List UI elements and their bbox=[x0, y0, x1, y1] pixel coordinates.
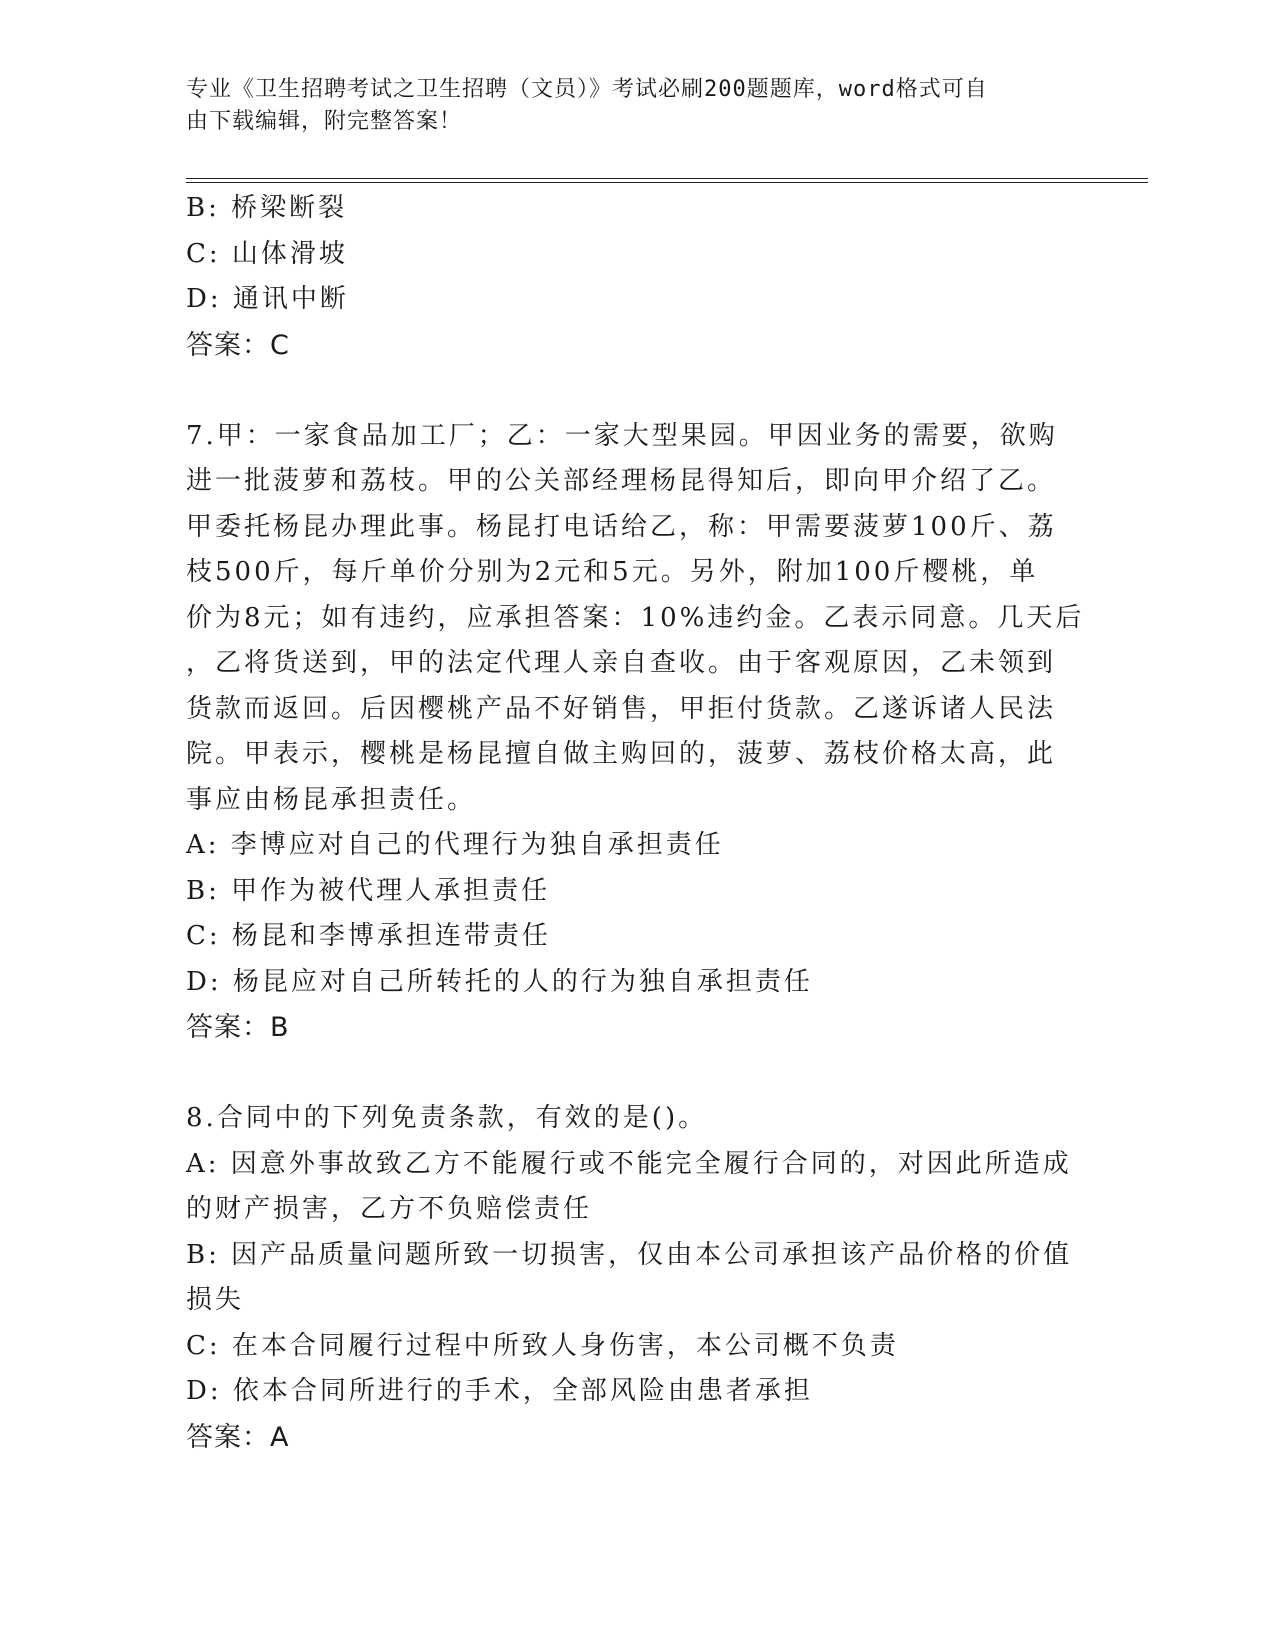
option-b: B: 甲作为被代理人承担责任 bbox=[186, 875, 551, 906]
option-a-continued: 的财产损害，乙方不负赔偿责任 bbox=[186, 1194, 593, 1224]
question-stem-line: 7.甲：一家食品加工厂；乙：一家大型果园。甲因业务的需要，欲购 bbox=[186, 420, 1058, 451]
document-body bbox=[186, 186, 1085, 1460]
option-d: D: 依本合同所进行的手术，全部风险由患者承担 bbox=[186, 1376, 813, 1406]
option-c: C: 杨昆和李博承担连带责任 bbox=[186, 921, 551, 951]
question-6-tail bbox=[186, 186, 1066, 368]
question-stem-line: 货款而返回。后因樱桃产品不好销售，甲拒付货款。乙遂诉诸人民法 bbox=[186, 693, 1057, 724]
option-a: A: 因意外事故致乙方不能履行或不能完全履行合同的，对因此所造成 bbox=[186, 1148, 1072, 1179]
option-b: B: 桥梁断裂 bbox=[186, 193, 348, 223]
option-b: B: 因产品质量问题所致一切损害，仅由本公司承担该产品价格的价值 bbox=[186, 1239, 1073, 1270]
question-stem-line: 8.合同中的下列免责条款，有效的是()。 bbox=[186, 1103, 708, 1133]
option-d: D: 杨昆应对自己所转托的人的行为独自承担责任 bbox=[186, 966, 813, 997]
header-line-2: 由下载编辑，附完整答案！ bbox=[186, 109, 463, 134]
question-stem-line: 甲委托杨昆办理此事。杨昆打电话给乙，称：甲需要菠萝100斤、荔 bbox=[186, 511, 1057, 542]
answer-line: 答案：C bbox=[186, 329, 290, 361]
answer-line: 答案：B bbox=[186, 1012, 290, 1043]
question-7 bbox=[186, 414, 1085, 1051]
question-stem-line: ，乙将货送到，甲的法定代理人亲自查收。由于客观原因，乙未领到 bbox=[186, 648, 1057, 678]
question-stem-line: 事应由杨昆承担责任。 bbox=[186, 784, 477, 815]
header-rule-top bbox=[186, 178, 1148, 179]
option-a: A: 李博应对自己的代理行为独自承担责任 bbox=[186, 830, 724, 860]
answer-line: 答案：A bbox=[186, 1421, 290, 1453]
option-c: C: 山体滑坡 bbox=[186, 238, 348, 269]
option-b-continued: 损失 bbox=[186, 1285, 245, 1315]
question-stem-line: 价为8元；如有违约，应承担答案：10%违约金。乙表示同意。几天后 bbox=[186, 602, 1085, 633]
option-c: C: 在本合同履行过程中所致人身伤害，本公司概不负责 bbox=[186, 1330, 899, 1361]
question-stem-line: 枝500斤，每斤单价分别为2元和5元。另外，附加100斤樱桃，单 bbox=[186, 557, 1039, 587]
spacer bbox=[186, 1051, 1066, 1097]
document-header bbox=[186, 74, 1066, 138]
question-8 bbox=[186, 1096, 1073, 1460]
header-line-1: 专业《卫生招聘考试之卫生招聘（文员）》考试必刷200题题库，word格式可自 bbox=[186, 77, 988, 102]
spacer bbox=[186, 368, 1066, 414]
question-stem-line: 进一批菠萝和荔枝。甲的公关部经理杨昆得知后，即向甲介绍了乙。 bbox=[186, 466, 1057, 496]
header-rule-bottom bbox=[186, 182, 1148, 183]
question-stem-line: 院。甲表示，樱桃是杨昆擅自做主购回的，菠萝、荔枝价格太高，此 bbox=[186, 739, 1057, 769]
option-d: D: 通讯中断 bbox=[186, 284, 349, 314]
